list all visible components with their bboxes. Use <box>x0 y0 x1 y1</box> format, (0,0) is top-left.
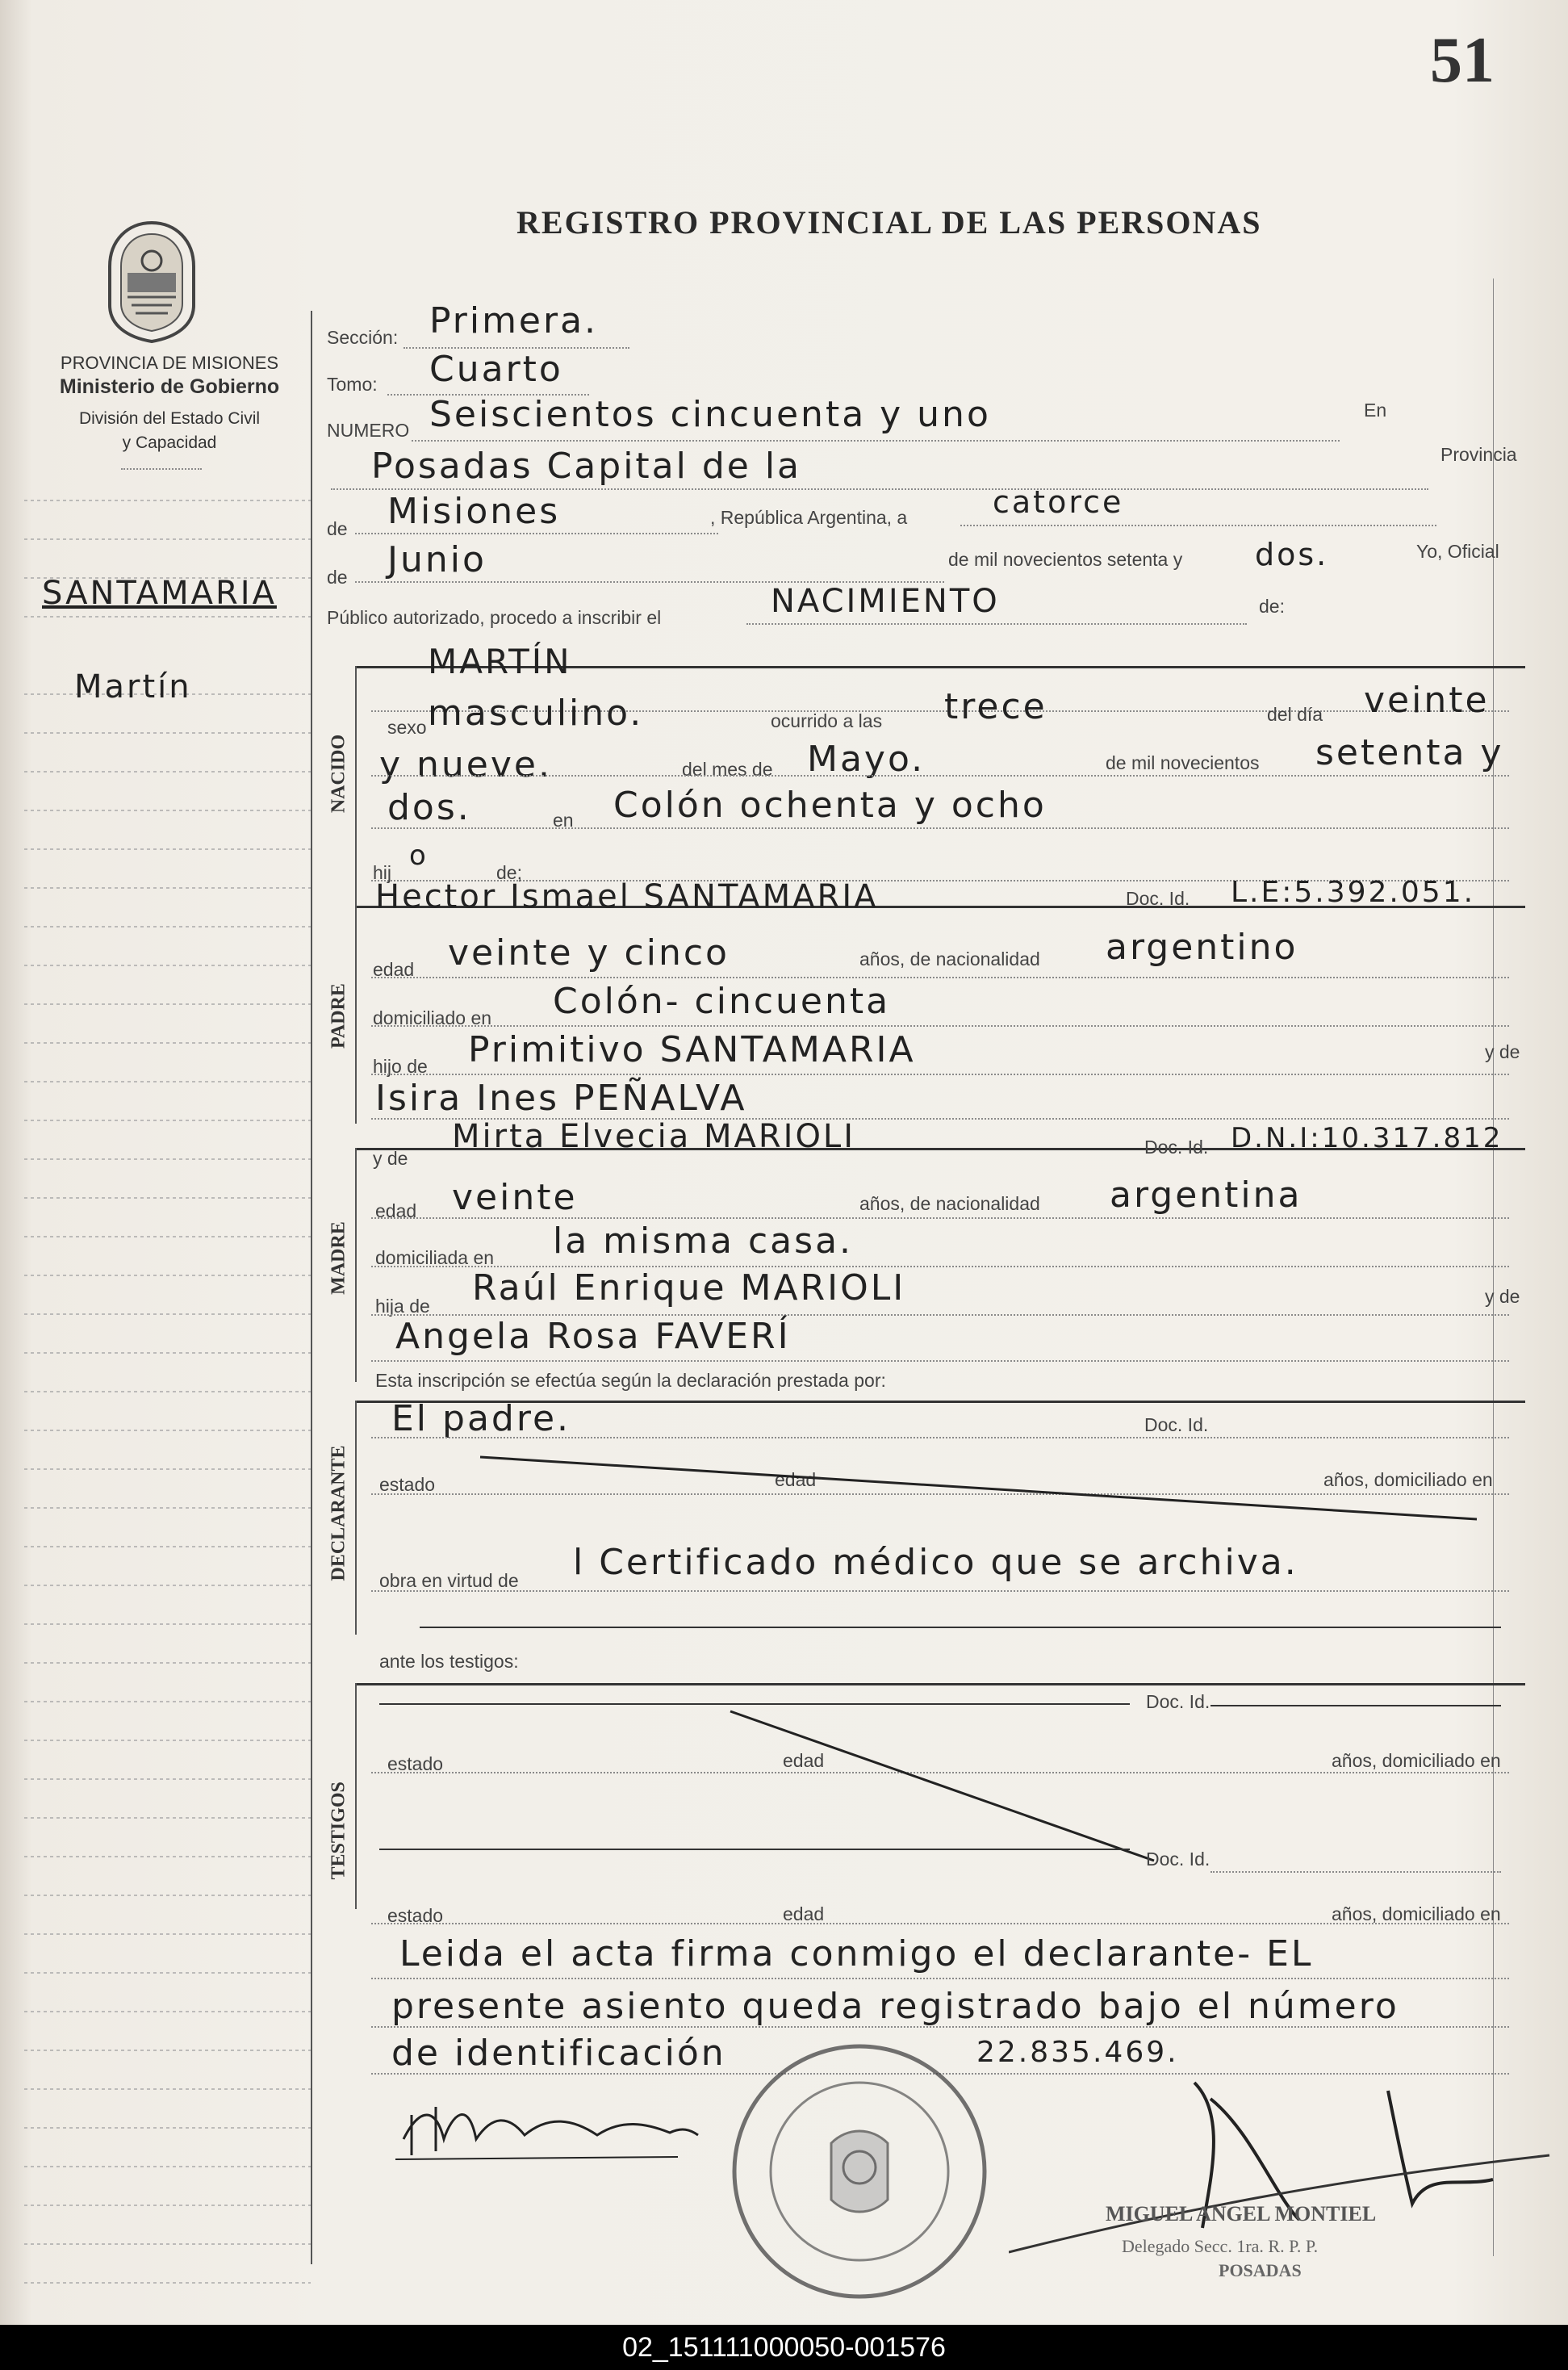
margin-given-name: Martín <box>74 668 192 706</box>
closing-line-2: presente asiento queda registrado bajo el número <box>391 1986 1399 2027</box>
de-colon-label: de: <box>1259 596 1285 617</box>
province-label: PROVINCIA DE MISIONES <box>60 353 279 373</box>
declarante-anios-label: años, domiciliado en <box>1323 1469 1493 1490</box>
year-label: de mil novecientos setenta y <box>948 549 1183 570</box>
oficial-label: Yo, Oficial <box>1416 541 1499 562</box>
madre-mother-value: Angela Rosa FAVERÍ <box>395 1316 791 1357</box>
padre-doc-label: Doc. Id. <box>1126 888 1190 909</box>
main-border <box>311 311 312 2264</box>
testigos-cancel-strike <box>726 1707 1162 1869</box>
declarante-intro: Esta inscripción se efectúa según la declaración prestada por: <box>375 1370 886 1391</box>
division-label-1: División del Estado Civil <box>78 409 261 428</box>
closing-line-3: de identificación <box>391 2033 726 2074</box>
tomo-value: Cuarto <box>429 349 563 390</box>
numero-label: NUMERO <box>327 420 410 441</box>
testigo1-estado-label: estado <box>387 1753 444 1774</box>
madre-section-label: MADRE <box>328 1221 349 1295</box>
padre-y-de-label: y de <box>1485 1041 1520 1062</box>
seccion-value: Primera. <box>429 300 599 341</box>
declarante-estado-label: estado <box>379 1474 436 1495</box>
en-label-nacido: en <box>553 810 574 831</box>
child-name: MARTÍN <box>428 642 572 681</box>
testigo2-strike <box>379 1849 1130 1850</box>
ocurrido-label: ocurrido a las <box>771 710 883 731</box>
coat-of-arms-icon <box>95 216 208 345</box>
hora-value: trece <box>944 686 1047 727</box>
numero-value: Seiscientos cincuenta y uno <box>429 394 991 435</box>
padre-section-label: PADRE <box>328 983 349 1049</box>
testigo2-edad-label: edad <box>783 1903 825 1924</box>
anio-value: setenta y <box>1315 732 1504 773</box>
father-name: Hector Ismael SANTAMARIA <box>375 878 879 915</box>
del-dia-label: del día <box>1267 704 1323 725</box>
testigo1-edad-label: edad <box>783 1750 825 1771</box>
margin-ruling <box>24 484 311 2325</box>
padre-dom-label: domiciliado en <box>373 1007 492 1028</box>
provincia-label: Provincia <box>1440 444 1517 465</box>
madre-dom-label: domiciliada en <box>375 1247 495 1268</box>
archive-footer-id: 02_151111000050-001576 <box>0 2325 1568 2370</box>
year-value: dos. <box>1255 537 1329 572</box>
madre-edad-label: edad <box>375 1200 417 1221</box>
publico-label: Público autorizado, procedo a inscribir el <box>327 607 662 628</box>
nacido-section-label: NACIDO <box>328 734 349 814</box>
tomo-label: Tomo: <box>327 374 378 395</box>
testigo2-doc-label: Doc. Id. <box>1146 1849 1210 1870</box>
declarante-doc-label: Doc. Id. <box>1144 1414 1209 1435</box>
division-label-2: y Capacidad <box>122 433 217 452</box>
closing-id-number: 22.835.469. <box>976 2036 1179 2069</box>
declarante-bottom-line <box>420 1627 1501 1628</box>
place-value: Posadas Capital de la <box>371 446 802 487</box>
madre-dom-value: la misma casa. <box>553 1221 854 1262</box>
province-value: Misiones <box>387 491 561 532</box>
en-label: En <box>1364 400 1387 421</box>
nacido-side-rule <box>355 666 357 924</box>
day-value: catorce <box>993 484 1124 520</box>
del-mes-label: del mes de <box>682 759 773 780</box>
lugar-value: Colón ochenta y ocho <box>613 785 1047 826</box>
padre-edad-label: edad <box>373 959 415 980</box>
page-title: REGISTRO PROVINCIAL DE LAS PERSONAS <box>516 204 1262 241</box>
month-value: Junio <box>387 539 487 580</box>
padre-side-rule <box>355 906 357 1124</box>
anio-value-2: dos. <box>387 787 471 828</box>
testigo1-doc-strike <box>1210 1705 1501 1706</box>
de-label-2: de <box>327 567 348 588</box>
padre-edad-value: veinte y cinco <box>448 932 730 974</box>
testigo2-estado-label: estado <box>387 1905 444 1926</box>
de-semicolon-label: de; <box>496 862 522 883</box>
obra-value: l Certificado médico que se archiva. <box>573 1542 1298 1583</box>
madre-nac-value: argentina <box>1110 1175 1302 1216</box>
official-city: POSADAS <box>1219 2260 1302 2280</box>
closing-line-1: Leida el acta firma conmigo el declarante- EL <box>399 1933 1314 1974</box>
ministry-label: Ministerio de Gobierno <box>59 375 280 398</box>
declarante-edad-label: edad <box>775 1469 817 1490</box>
testigos-section-label: TESTIGOS <box>328 1782 349 1880</box>
madre-y-de-label: y de <box>373 1148 408 1169</box>
padre-mother-value: Isira Ines PEÑALVA <box>375 1078 747 1119</box>
padre-nac-value: argentino <box>1106 927 1298 968</box>
seccion-label: Sección: <box>327 327 399 348</box>
testigos-side-rule <box>355 1683 357 1909</box>
testigo1-strike <box>379 1703 1130 1705</box>
testigo1-anios-label: años, domiciliado en <box>1332 1750 1501 1771</box>
declarante-section-label: DECLARANTE <box>328 1445 349 1581</box>
body-ruling <box>1493 274 1541 2260</box>
testigos-intro: ante los testigos: <box>379 1651 519 1672</box>
official-role: Delegado Secc. 1ra. R. P. P. <box>1122 2236 1319 2256</box>
official-name: MIGUEL ANGEL MONTIEL <box>1106 2202 1377 2226</box>
padre-hijo-de-label: hijo de <box>373 1056 428 1077</box>
hijo-label: hij <box>373 862 392 883</box>
padre-dom-value: Colón- cincuenta <box>553 981 891 1022</box>
declarant-signature-icon <box>387 2083 710 2171</box>
madre-doc-value: D.N.I:10.317.812 <box>1231 1122 1503 1154</box>
acta-type: NACIMIENTO <box>771 583 1000 620</box>
madre-nac-label: años, de nacionalidad <box>859 1193 1040 1214</box>
obra-label: obra en virtud de <box>379 1570 519 1591</box>
padre-nac-label: años, de nacionalidad <box>859 948 1040 969</box>
sexo-value: masculino. <box>428 693 644 734</box>
declarante-name: El padre. <box>391 1398 571 1439</box>
testigos-top-rule <box>355 1683 1525 1685</box>
sexo-label: sexo <box>387 717 427 738</box>
padre-father-value: Primitivo SANTAMARIA <box>468 1029 916 1070</box>
hijo-suffix: o <box>409 840 429 872</box>
margin-surname: SANTAMARIA <box>42 575 277 612</box>
madre-edad-value: veinte <box>452 1177 578 1218</box>
testigo1-doc-label: Doc. Id. <box>1146 1691 1210 1712</box>
madre-doc-label: Doc. Id. <box>1144 1137 1209 1158</box>
dia-value: veinte <box>1364 680 1490 721</box>
mother-name: Mirta Elvecia MARIOLI <box>452 1118 856 1155</box>
dia-value-2: y nueve. <box>379 744 552 785</box>
madre-father-value: Raúl Enrique MARIOLI <box>472 1267 906 1309</box>
de-label: de <box>327 518 348 539</box>
registry-stamp-icon <box>718 2038 1001 2305</box>
madre-y-de-label-2: y de <box>1485 1286 1520 1307</box>
madre-side-rule <box>355 1148 357 1382</box>
testigo2-anios-label: años, domiciliado en <box>1332 1903 1501 1924</box>
mes-value: Mayo. <box>807 739 926 780</box>
madre-hija-de-label: hija de <box>375 1296 430 1317</box>
padre-doc-value: L.E:5.392.051. <box>1231 876 1476 909</box>
republica-label: , República Argentina, a <box>710 507 908 528</box>
page-number: 51 <box>1430 25 1495 96</box>
mil-label: de mil novecientos <box>1106 752 1260 773</box>
declarante-side-rule <box>355 1401 357 1635</box>
declarante-cancel-strike <box>476 1453 1485 1526</box>
